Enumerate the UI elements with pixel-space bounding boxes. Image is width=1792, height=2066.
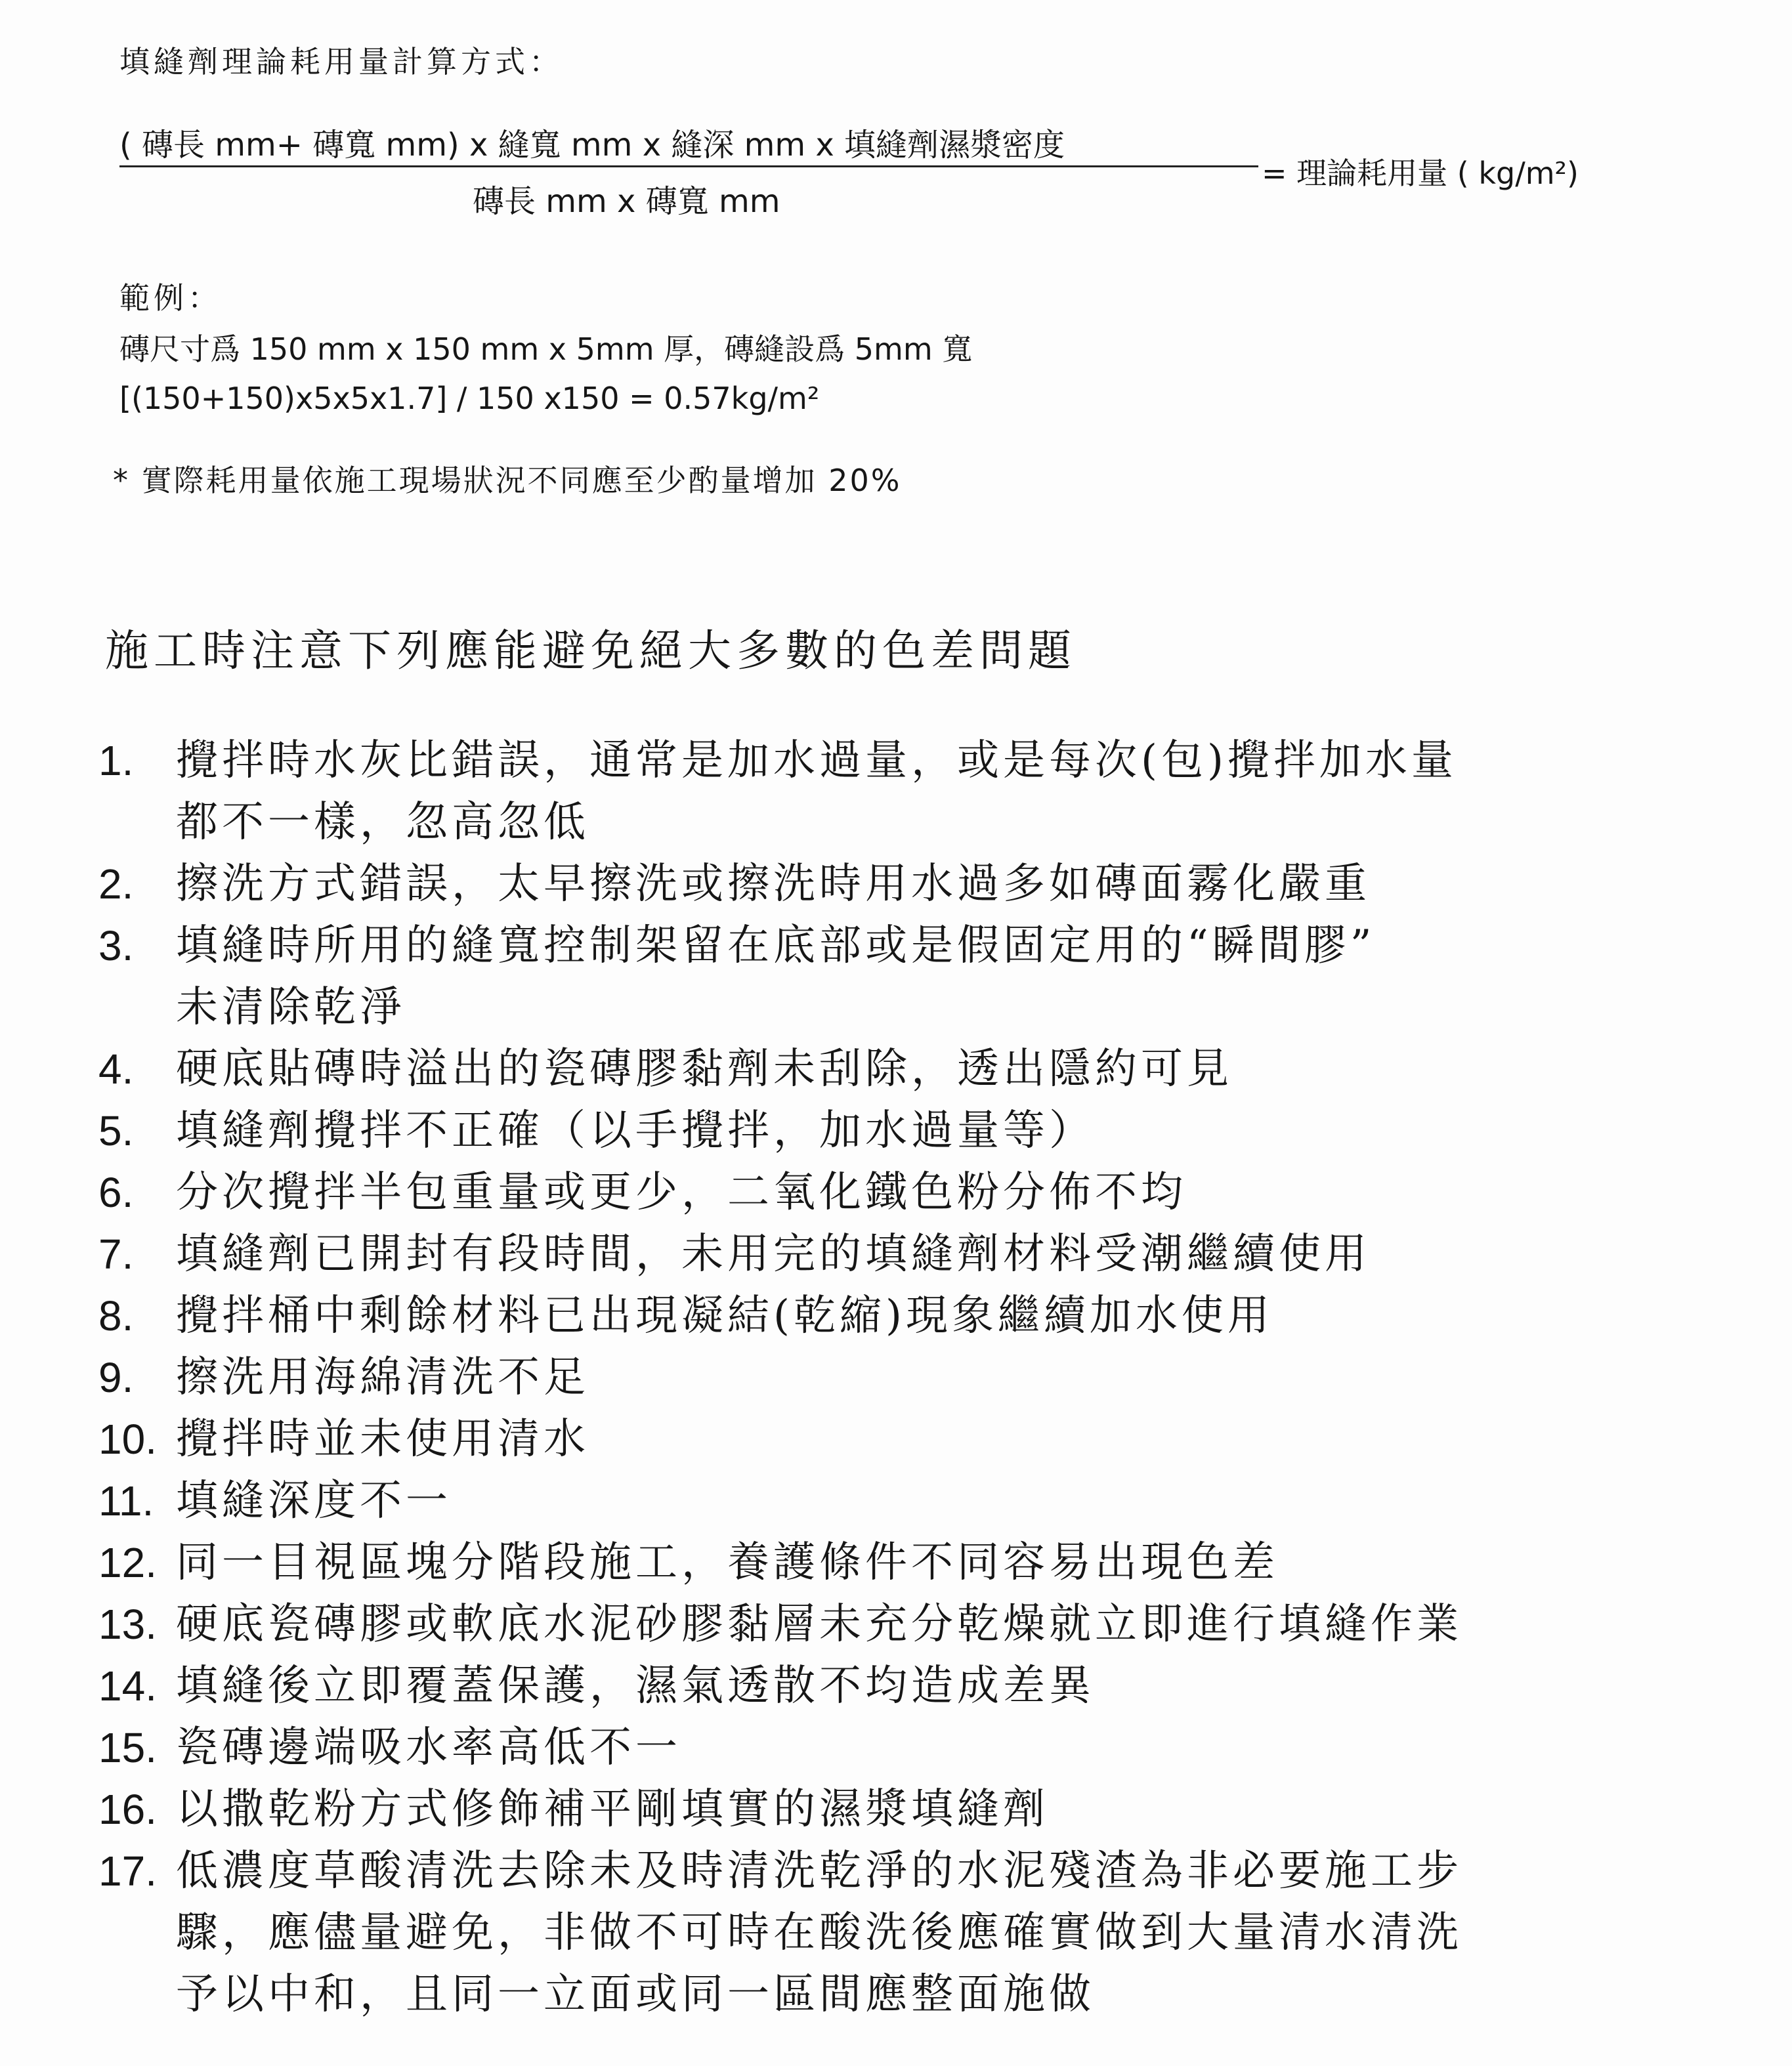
item-text: 同一目視區塊分階段施工，養護條件不同容易出現色差	[176, 1538, 1279, 1587]
formula-numerator: ( 磚長 mm+ 磚寬 mm) x 縫寬 mm x 縫深 mm x 填縫劑濕漿密度	[119, 127, 1065, 163]
list-item	[98, 1162, 1687, 1223]
list-item	[98, 730, 1687, 853]
example-note: * 實際耗用量依施工現場狀況不同應至少酌量增加 20%	[113, 463, 902, 498]
example-line-2: [(150+150)x5x5x1.7] / 150 x150 = 0.57kg/m²	[119, 381, 820, 416]
item-text: 予以中和，且同一立面或同一區間應整面施做	[176, 1970, 1095, 2019]
item-text: 低濃度草酸清洗去除未及時清洗乾淨的水泥殘渣為非必要施工步	[176, 1847, 1462, 1895]
item-text: 未清除乾淨	[176, 983, 406, 1032]
item-text: 硬底瓷磚膠或軟底水泥砂膠黏層未充分乾燥就立即進行填縫作業	[176, 1600, 1462, 1649]
example-line-1: 磚尺寸爲 150 mm x 150 mm x 5mm 厚，磚縫設爲 5mm 寬	[119, 331, 973, 367]
formula-result: = 理論耗用量 ( kg/m²)	[1262, 156, 1579, 191]
item-text: 擦洗用海綿清洗不足	[176, 1353, 589, 1402]
list-item	[98, 1408, 1687, 1470]
item-number: 14.	[98, 1662, 157, 1710]
list-item	[98, 1779, 1687, 1840]
item-text: 攪拌時水灰比錯誤，通常是加水過量，或是每次(包)攪拌加水量	[176, 736, 1457, 785]
item-number: 6.	[98, 1169, 134, 1216]
item-number: 12.	[98, 1539, 157, 1586]
section-heading: 施工時注意下列應能避免絕大多數的色差問題	[105, 625, 1077, 676]
item-text: 以撒乾粉方式修飾補平剛填實的濕漿填縫劑	[176, 1785, 1049, 1834]
formula-denominator: 磚長 mm x 磚寬 mm	[473, 183, 780, 220]
item-text: 填縫時所用的縫寬控制架留在底部或是假固定用的“瞬間膠”	[176, 921, 1376, 970]
item-number: 13.	[98, 1601, 157, 1648]
item-text: 都不一樣，忽高忽低	[176, 798, 589, 847]
item-text: 攪拌桶中剩餘材料已出現凝結(乾縮)現象繼續加水使用	[176, 1292, 1273, 1340]
list-item	[98, 1223, 1687, 1285]
item-number: 2.	[98, 860, 134, 908]
item-number: 9.	[98, 1354, 134, 1401]
item-number: 11.	[98, 1477, 154, 1525]
list-item	[98, 915, 1687, 1038]
fraction-line	[119, 165, 1258, 167]
item-text: 驟，應儘量避免，非做不可時在酸洗後應確實做到大量清水清洗	[176, 1908, 1462, 1957]
list-item	[98, 853, 1687, 915]
list-item	[98, 1100, 1687, 1162]
precaution-list	[98, 730, 1687, 2025]
list-item	[98, 1038, 1687, 1100]
item-number: 1.	[98, 737, 134, 784]
item-number: 17.	[98, 1847, 157, 1895]
list-item	[98, 1717, 1687, 1779]
item-number: 5.	[98, 1107, 134, 1154]
item-text: 填縫劑攪拌不正確（以手攪拌，加水過量等）	[176, 1107, 1095, 1155]
item-text: 填縫劑已開封有段時間，未用完的填縫劑材料受潮繼續使用	[176, 1230, 1371, 1278]
item-text: 填縫深度不一	[176, 1477, 452, 1525]
item-text: 擦洗方式錯誤，太早擦洗或擦洗時用水過多如磚面霧化嚴重	[176, 860, 1371, 908]
list-item	[98, 1470, 1687, 1532]
item-number: 16.	[98, 1786, 157, 1833]
list-item	[98, 1840, 1687, 2025]
item-text: 瓷磚邊端吸水率高低不一	[176, 1723, 681, 1772]
item-number: 10.	[98, 1416, 157, 1463]
formula-title: 填縫劑理論耗用量計算方式：	[119, 44, 563, 79]
example-label: 範例：	[119, 280, 222, 316]
list-item	[98, 1347, 1687, 1408]
item-number: 7.	[98, 1231, 134, 1278]
list-item	[98, 1655, 1687, 1717]
item-number: 3.	[98, 922, 134, 969]
item-number: 4.	[98, 1045, 134, 1093]
item-text: 分次攪拌半包重量或更少，二氧化鐵色粉分佈不均	[176, 1168, 1187, 1217]
item-text: 硬底貼磚時溢出的瓷磚膠黏劑未刮除，透出隱約可見	[176, 1045, 1233, 1093]
item-number: 8.	[98, 1292, 134, 1339]
item-number: 15.	[98, 1724, 157, 1771]
item-text: 填縫後立即覆蓋保護，濕氣透散不均造成差異	[176, 1662, 1095, 1710]
list-item	[98, 1593, 1687, 1655]
list-item	[98, 1285, 1687, 1347]
item-text: 攪拌時並未使用清水	[176, 1415, 589, 1464]
list-item	[98, 1532, 1687, 1593]
